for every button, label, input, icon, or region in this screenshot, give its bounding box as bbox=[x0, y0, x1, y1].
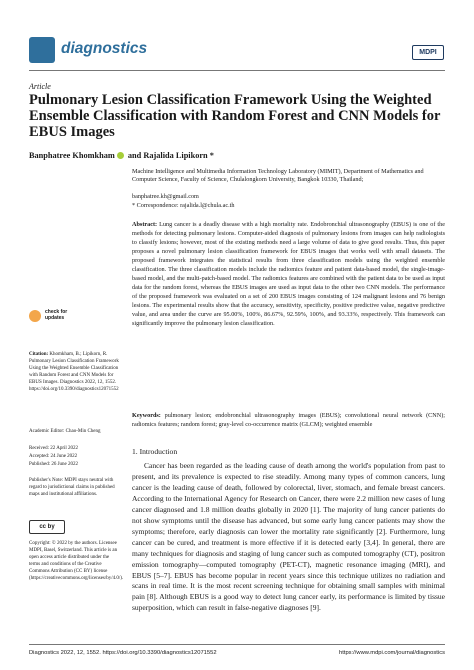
paper-title: Pulmonary Lesion Classification Framework Using the Weighted Ensemble Classification with Random Forest and CNN Models for EBUS Images bbox=[29, 92, 441, 140]
abstract-label: Abstract: bbox=[132, 221, 158, 228]
mdpi-logo: MDPI bbox=[412, 45, 444, 60]
keywords-text: pulmonary lesion; endobronchial ultrasonography images (EBUS); convolutional neural network (CNN); radiomics features; random forest; gray-level co-occurrence matrix (GLCM); weighted ensemble bbox=[132, 412, 445, 428]
footer-rule bbox=[29, 644, 445, 645]
check-updates-label[interactable]: check for updates bbox=[45, 309, 68, 321]
header-rule bbox=[29, 70, 445, 71]
copyright-notice: Copyright: © 2022 by the authors. Licensee MDPI, Basel, Switzerland. This article is an open access article distributed under the terms and conditions of the Creative Commons Attribution (CC BY) license (https://creativecommons.org/licenses/by/4.0/). bbox=[29, 541, 124, 581]
keywords bbox=[132, 411, 445, 429]
author-email[interactable]: banphatree.kh@gmail.com bbox=[132, 193, 199, 200]
journal-logo-icon bbox=[29, 37, 55, 63]
abstract-text: Lung cancer is a deadly disease with a high mortality rate. Endobronchial ultrasonography (EBUS) is one of the methods for detecting pulmonary lesions. Computer-aided diagnosis of pulmonary lesions from images can help radiologists to classify lesions; however, most of the existing methods need a large volume of data to give good results. Thus, this paper proposes a novel pulmonary lesion classification framework for EBUS images that works well with small datasets. The proposed framework integrates the statistical results from three classification models using the weighted ensemble classification. The three classification models include the radiomics feature and patient data-based model, the single-image-based model, and the multi-patch-based model. The radiomics features are combined with the patient data to be used as input data for the random forest, whereas the EBUS images are used as input data to the other two CNN models. The performance of the proposed framework was evaluated on a set of 200 EBUS images consisting of 124 malignant lesions and 76 benign lesions. The experimental results show that the accuracy, sensitivity, specificity, positive predictive value, negative predictive value, and area under the curve are 95.00%, 100%, 86.67%, 92.59%, 100%, and 93.33%, respectively. This framework can significantly improve the pulmonary lesion classification. bbox=[132, 221, 445, 327]
affiliation: Machine Intelligence and Multimedia Information Technology Laboratory (MIMIT), Department of Mathematics and Computer Science, Faculty of Science, Chulalongkorn University, Bangkok 10330, Thailand; bbox=[132, 168, 424, 184]
check-updates-icon[interactable] bbox=[29, 310, 41, 322]
author-name: Banphatree Khomkham bbox=[29, 151, 115, 160]
author-list bbox=[29, 151, 214, 160]
author-connector: and bbox=[125, 151, 144, 160]
author-name: Rajalida Lipikorn * bbox=[143, 151, 214, 160]
cc-by-license-badge[interactable]: cc by bbox=[29, 520, 65, 534]
published-date: Published: 26 June 2022 bbox=[29, 462, 79, 467]
citation-label: Citation: bbox=[29, 352, 49, 357]
footer-citation[interactable]: Diagnostics 2022, 12, 1552. https://doi.org/10.3390/diagnostics12071552 bbox=[29, 650, 217, 656]
orcid-icon[interactable] bbox=[117, 152, 124, 159]
publisher-note: Publisher's Note: MDPI stays neutral with regard to jurisdictional claims in published maps and institutional affiliations. bbox=[29, 478, 115, 497]
intro-paragraph: Cancer has been regarded as the leading cause of death among the world's population from past to present, and its prevalence is expected to rise steadily. Among many types of common cancers, lung cancer is the leading cause of death, followed by colorectal, liver, stomach, and female breast cancers. According to the International Agency for Research on Cancer, there were 2.2 million new cases of lung cancer diagnosed and 1.8 million deaths globally in 2020 [1]. The majority of lung cancer patients do not show symptoms until the disease has advanced, but some early lung cancer patients may show the symptoms; therefore, early diagnosis can lower the mortality rate significantly [2]. Furthermore, lung cancer can be cured, and treatment is more effective if it is detected early [3,4]. In general, there are many techniques for diagnosis and staging of lung cancer such as computed tomography (CT), positron emission tomography—computed tomography (PET-CT), magnetic resonance imaging (MRI), and EBUS [5–7]. EBUS has become popular in recent years since this technique utilizes no radiation and scans in real time. It is the most recent screening technique for obtaining small samples with minimal pain [8]. Although EBUS is a good way to detect lung cancer early, its performance is limited by tissue superposition, which can result in false-negative diagnoses [9]. bbox=[132, 461, 445, 613]
section-heading: 1. Introduction bbox=[132, 447, 178, 456]
correspondence: * Correspondence: rajalida.l@chula.ac.th bbox=[132, 202, 235, 209]
accepted-date: Accepted: 24 June 2022 bbox=[29, 454, 78, 459]
academic-editor: Academic Editor: Chao-Min Cheng bbox=[29, 429, 101, 434]
keywords-label: Keywords: bbox=[132, 412, 161, 419]
footer-journal-url[interactable]: https://www.mdpi.com/journal/diagnostics bbox=[339, 650, 445, 656]
citation bbox=[29, 352, 119, 393]
abstract bbox=[132, 220, 445, 328]
citation-text: Khomkham, B.; Lipikorn, R. Pulmonary Lesion Classification Framework Using the Weighted Ensemble Classification with Random Forest and CNN Models for EBUS Images. Diagnostics 2022, 12, 1552. https://doi.org/10.3390/diagnostics12071552 bbox=[29, 352, 119, 392]
article-type: Article bbox=[29, 82, 51, 91]
received-date: Received: 22 April 2022 bbox=[29, 446, 79, 451]
journal-name: diagnostics bbox=[61, 40, 148, 57]
